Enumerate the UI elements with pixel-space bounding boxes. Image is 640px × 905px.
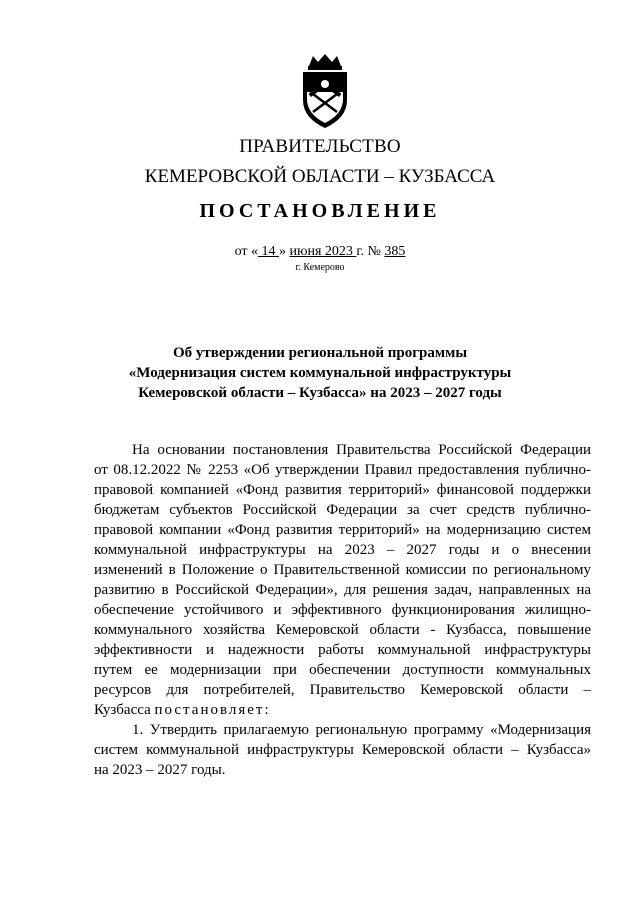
document-number: 385 [384, 244, 406, 259]
date-prefix: от « [234, 244, 258, 259]
title-line: Об утверждении региональной программы [172, 345, 468, 361]
body-line: развитию в Российской Федерации», для решения задач, направленных на [94, 582, 591, 598]
document-title [0, 343, 640, 403]
government-name-line1: ПРАВИТЕЛЬСТВО [239, 136, 401, 157]
government-name-line2: КЕМЕРОВСКОЙ ОБЛАСТИ – КУЗБАССА [144, 166, 496, 187]
body-closing-line [94, 700, 591, 720]
closing-prefix: Кузбасса [94, 702, 155, 718]
kuzbass-coat-of-arms-icon [295, 52, 355, 130]
city-name: г. Кемерово [295, 262, 345, 273]
document-date-number [0, 244, 640, 260]
item-line: 1. Утвердить прилагаемую региональную программу «Модернизация [132, 722, 591, 738]
body-line: путем ее модернизации при обеспечении доступности коммунальных [94, 662, 591, 678]
body-line: коммунального хозяйства Кемеровской области - Кузбасса, повышение [94, 622, 591, 638]
body-line: обеспечение устойчивого и эффективного функционирования жилищно- [94, 602, 591, 618]
date-separator: » [279, 244, 290, 259]
document-body [94, 440, 591, 780]
document-type-heading: ПОСТАНОВЛЕНИЕ [199, 200, 441, 222]
body-line: бюджетам субъектов Российской Федерации за счет средств публично- [94, 502, 591, 518]
title-line: Кемеровской области – Кузбасса» на 2023 – 2027 годы [138, 385, 502, 401]
body-line: ресурсов для потребителей, Правительство Кемеровской области – [94, 682, 591, 698]
date-year-suffix: г. № [356, 244, 385, 259]
body-line: правовой компанией «Фонд развития территорий» финансовой поддержки [94, 482, 591, 498]
date-month-year: июня 2023 [289, 244, 357, 259]
title-line: «Модернизация систем коммунальной инфраструктуры [128, 365, 512, 381]
body-line: от 08.12.2022 № 2253 «Об утверждении Правил предоставления публично- [94, 462, 591, 478]
body-line: эффективности и надежности работы коммунальной инфраструктуры [94, 642, 591, 658]
body-line: правовой компании «Фонд развития территорий» на модернизацию систем [94, 522, 591, 538]
closing-resolution-word: постановляет: [154, 702, 271, 718]
body-line: коммунальной инфраструктуры на 2023 – 2027 годы и о внесении [94, 542, 591, 558]
item-line: на 2023 – 2027 годы. [94, 762, 226, 778]
body-line: На основании постановления Правительства Российской Федерации [132, 442, 591, 458]
date-day: 14 [258, 244, 279, 259]
item-line: систем коммунальной инфраструктуры Кемеровской области – Кузбасса» [94, 742, 591, 758]
body-line: изменений в Положение о Правительственной комиссии по региональному [94, 562, 591, 578]
